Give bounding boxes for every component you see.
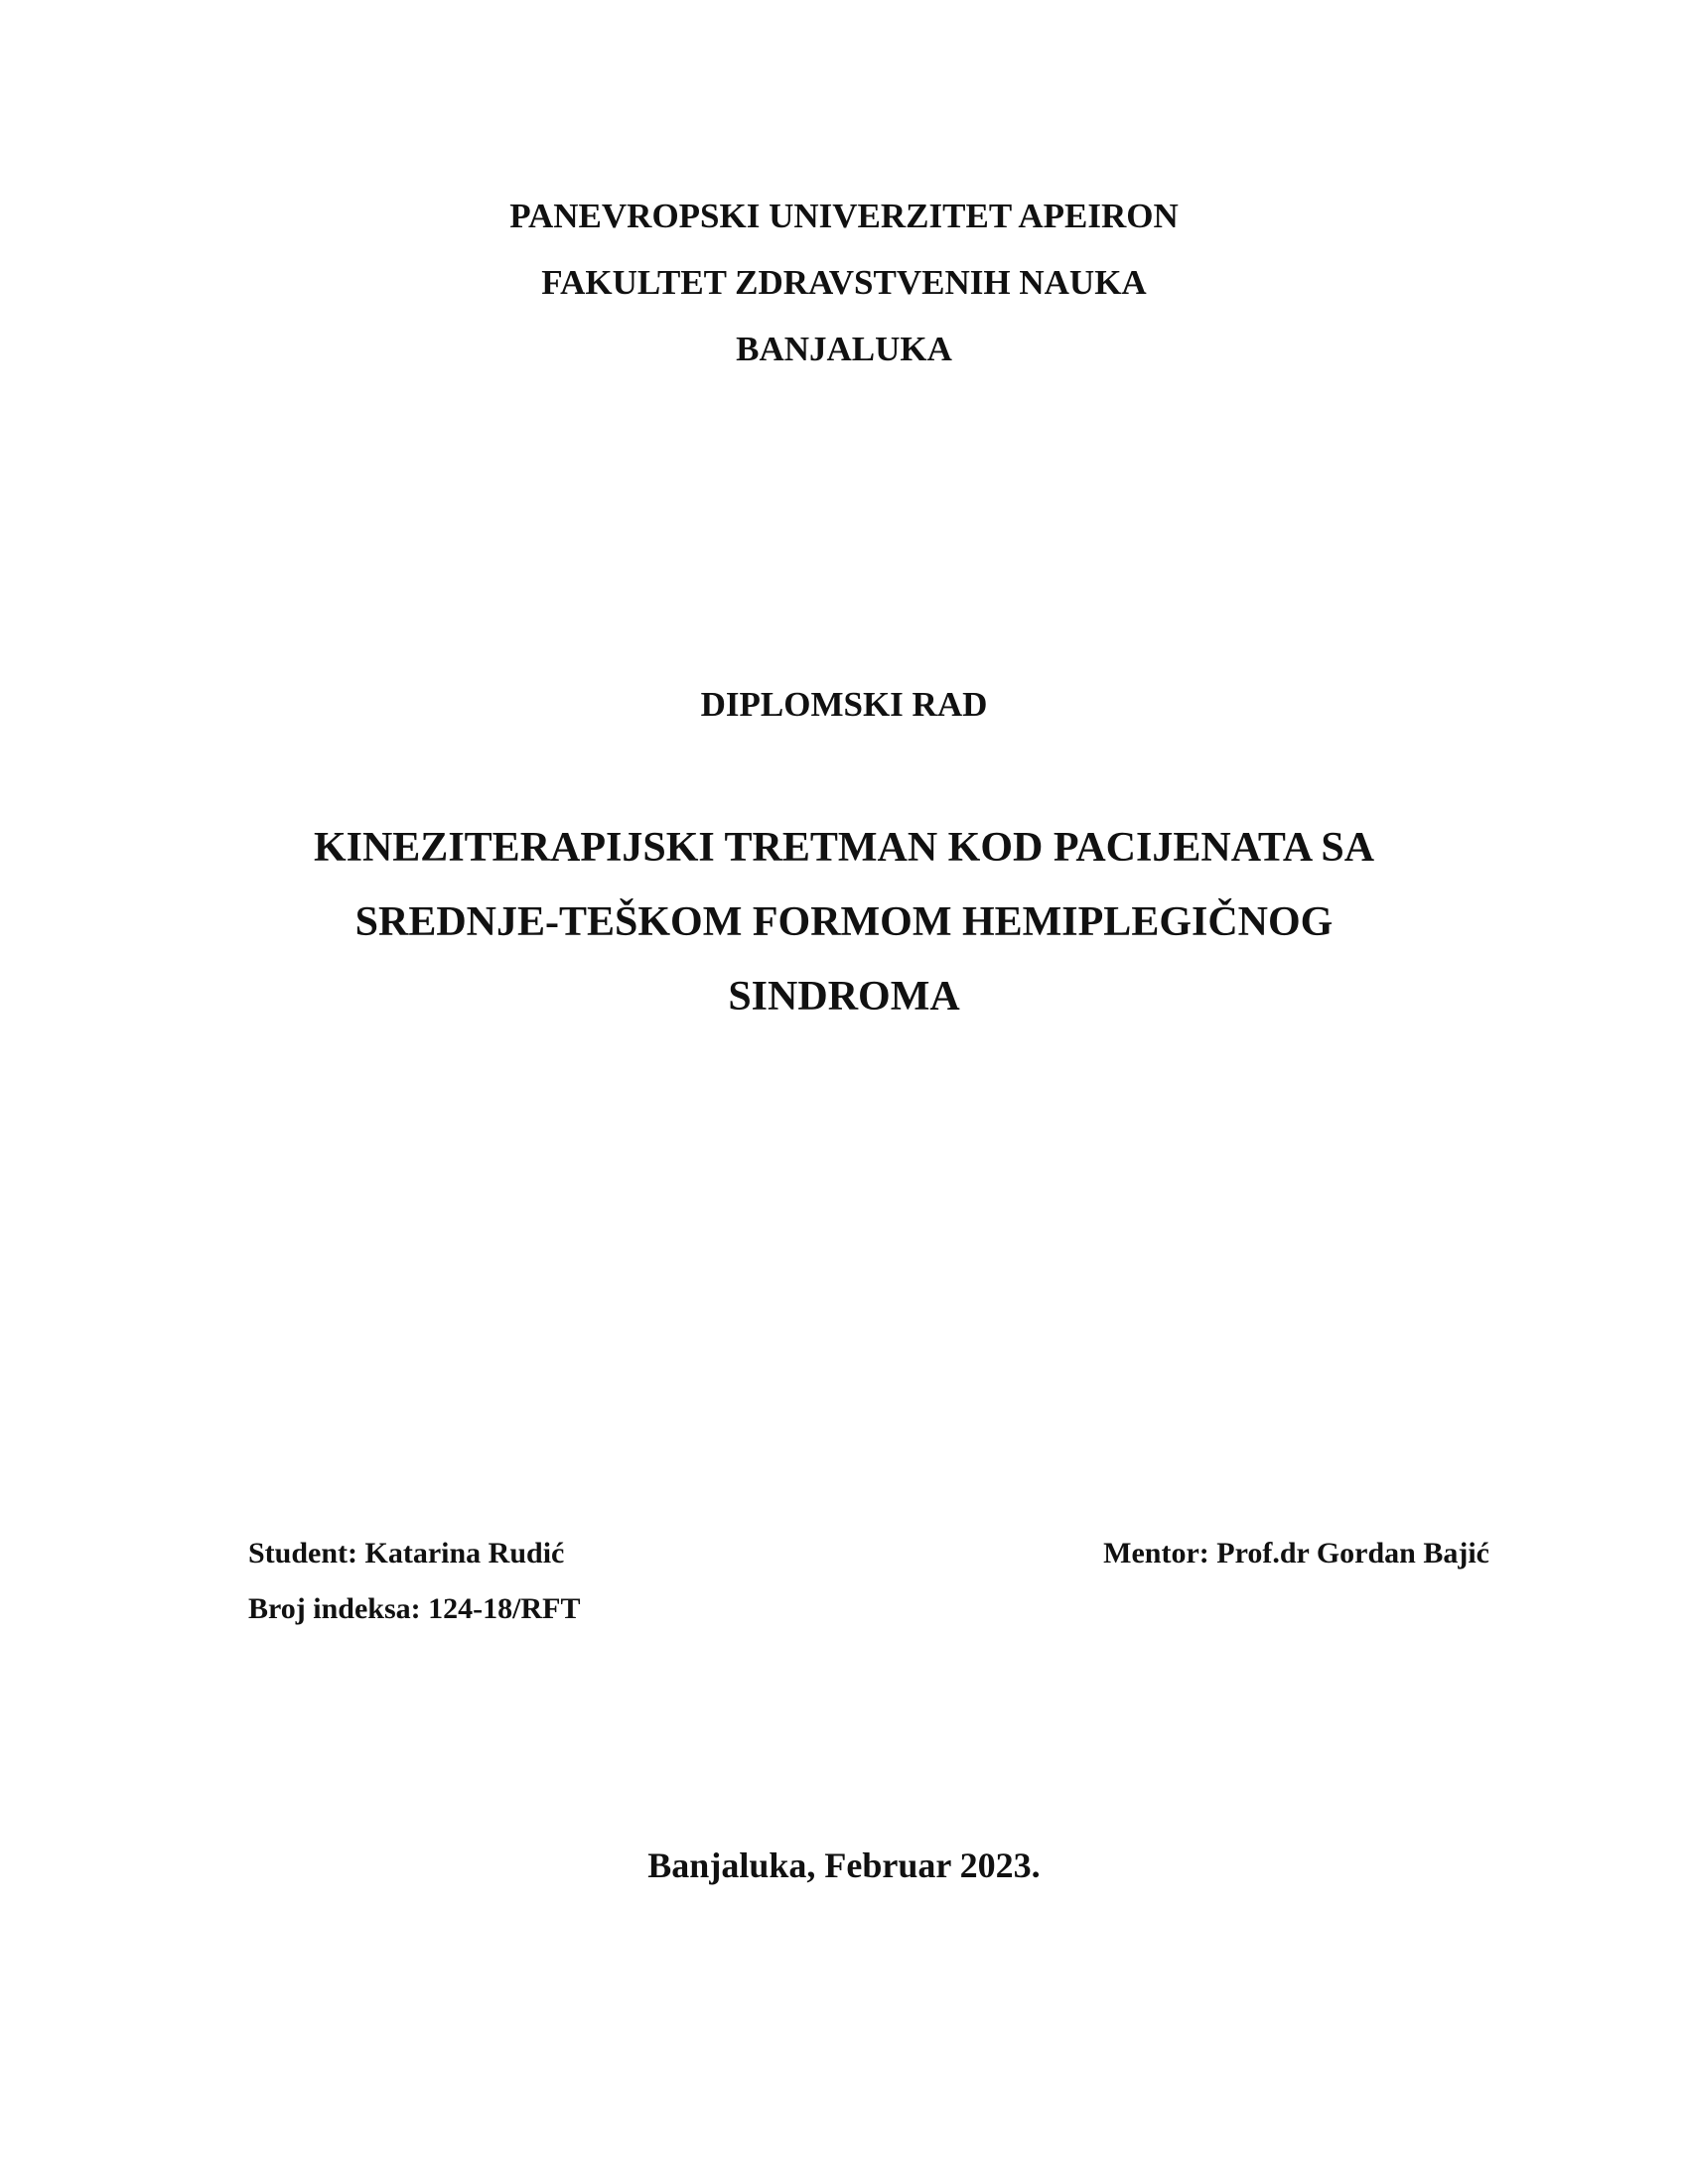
student-index: Broj indeksa: 124-18/RFT	[248, 1592, 581, 1625]
thesis-title-line-3: SINDROMA	[728, 974, 960, 1020]
faculty-name: FAKULTET ZDRAVSTVENIH NAUKA	[541, 263, 1147, 302]
city-name: BANJALUKA	[736, 330, 952, 368]
thesis-title-line-2: SREDNJE-TEŠKOM FORMOM HEMIPLEGIČNOG	[354, 899, 1334, 945]
student-name: Student: Katarina Rudić	[248, 1537, 565, 1570]
document-type: DIPLOMSKI RAD	[700, 685, 988, 724]
thesis-title-line-1: KINEZITERAPIJSKI TRETMAN KOD PACIJENATA SA	[313, 825, 1375, 871]
mentor-name: Mentor: Prof.dr Gordan Bajić	[1103, 1537, 1489, 1570]
university-name: PANEVROPSKI UNIVERZITET APEIRON	[509, 197, 1179, 235]
place-date: Banjaluka, Februar 2023.	[647, 1845, 1041, 1885]
